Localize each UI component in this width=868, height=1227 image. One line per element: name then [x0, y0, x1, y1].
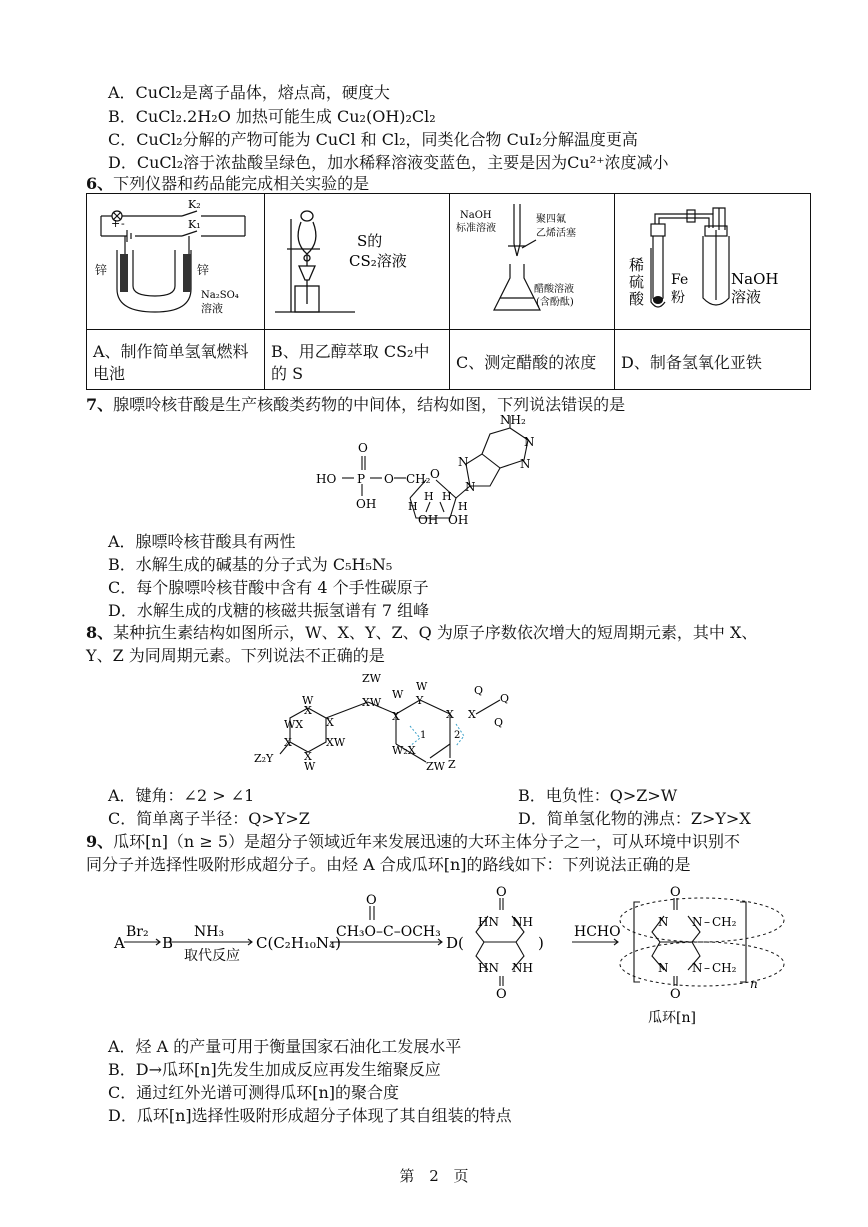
svg-text:锌: 锌 [197, 263, 210, 277]
svg-text:溶液: 溶液 [731, 288, 762, 306]
svg-text:O: O [366, 893, 377, 908]
svg-text:取代反应: 取代反应 [184, 948, 240, 964]
q6-caption-c: C、测定醋酸的浓度 [450, 330, 615, 390]
svg-text:H: H [408, 500, 418, 513]
svg-text:N: N [458, 455, 469, 469]
svg-text:OH: OH [418, 513, 439, 527]
q9-stem-line2: 同分子并选择性吸附形成超分子。由烃 A 合成瓜环[n]的路线如下：下列说法正确的是 [86, 855, 691, 874]
q8-option-d: D．简单氢化物的沸点：Z>Y>X [518, 809, 751, 828]
q5-option-d: D．CuCl₂溶于浓盐酸呈绿色，加水稀释溶液变蓝色，主要是因为Cu²⁺浓度减小 [108, 153, 669, 172]
svg-text:H: H [424, 490, 434, 503]
svg-text:HN: HN [478, 961, 499, 975]
svg-text:Z₂Y: Z₂Y [254, 752, 274, 765]
svg-text:NH: NH [512, 961, 533, 975]
svg-text:X: X [284, 736, 292, 749]
svg-text:K₂: K₂ [188, 198, 201, 211]
svg-text:N: N [692, 915, 703, 929]
svg-text:W: W [392, 688, 404, 701]
q8-option-b: B．电负性：Q>Z>W [518, 786, 678, 805]
svg-text:W: W [304, 760, 316, 773]
q5-option-c: C．CuCl₂分解的产物可能为 CuCl 和 Cl₂，同类化合物 CuI₂分解温度更高 [108, 130, 638, 149]
svg-text:S的: S的 [357, 232, 383, 250]
svg-text:NaOH: NaOH [731, 270, 779, 288]
q6-figure-d-cell [615, 194, 811, 330]
q6-experiment-table [86, 193, 811, 390]
svg-text:–: – [704, 915, 710, 929]
svg-text:N: N [524, 435, 535, 449]
svg-text:1: 1 [420, 730, 427, 741]
q6-caption-b: B、用乙醇萃取 CS₂中的 S [265, 330, 450, 390]
svg-text:O: O [358, 441, 368, 455]
titration-figure [450, 194, 615, 325]
svg-text:N: N [658, 961, 669, 975]
svg-text:W₂X: W₂X [392, 744, 416, 757]
q9-option-c: C．通过红外光谱可测得瓜环[n]的聚合度 [108, 1083, 400, 1102]
svg-text:NaOH: NaOH [460, 210, 492, 221]
q6-caption-a: A、制作简单氢氧燃料电池 [87, 330, 265, 390]
svg-text:N: N [465, 480, 476, 494]
svg-text:醋酸溶液: 醋酸溶液 [534, 284, 574, 295]
svg-text:X: X [392, 710, 400, 723]
svg-text:瓜环[n]: 瓜环[n] [648, 1010, 696, 1026]
svg-text:X: X [468, 708, 476, 721]
footer-prefix: 第 [399, 1167, 415, 1185]
svg-text:X: X [304, 750, 312, 763]
svg-text:NH₃: NH₃ [194, 924, 225, 940]
svg-text:A: A [114, 934, 125, 952]
svg-text:Fe: Fe [671, 272, 689, 288]
svg-text:X: X [326, 716, 334, 729]
svg-text:O: O [670, 987, 681, 1002]
svg-text:CH₃O–C–OCH₃: CH₃O–C–OCH₃ [336, 924, 441, 940]
q7-option-b: B．水解生成的碱基的分子式为 C₅H₅N₅ [108, 555, 393, 574]
svg-text:NH₂: NH₂ [500, 413, 526, 427]
svg-text:HN: HN [478, 915, 499, 929]
svg-text:Y: Y [416, 694, 424, 707]
q6-stem: 6、下列仪器和药品能完成相关实验的是 [86, 174, 370, 193]
svg-text:X: X [304, 704, 312, 717]
svg-text:锌: 锌 [95, 263, 108, 277]
svg-text:): ) [538, 934, 544, 952]
svg-text:O: O [670, 885, 681, 900]
q9-option-b: B．D→瓜环[n]先发生加成反应再发生缩聚反应 [108, 1060, 441, 1079]
svg-text:H: H [442, 490, 452, 503]
svg-text:D(: D( [446, 934, 464, 952]
svg-text:标准溶液: 标准溶液 [456, 223, 496, 234]
q5-option-b: B．CuCl₂.2H₂O 加热可能生成 Cu₂(OH)₂Cl₂ [108, 107, 436, 126]
fuel-cell-figure [87, 194, 265, 325]
q7-stem: 7、腺嘌呤核苷酸是生产核酸类药物的中间体，结构如图，下列说法错误的是 [86, 395, 626, 414]
svg-text:O: O [496, 885, 507, 900]
svg-text:+: + [111, 217, 121, 230]
svg-text:Br₂: Br₂ [126, 924, 149, 940]
svg-text:–: – [704, 961, 710, 975]
page-footer [0, 1165, 868, 1186]
svg-text:N: N [658, 915, 669, 929]
page-number: 2 [429, 1167, 439, 1185]
q8-option-c: C．简单离子半径：Q>Y>Z [108, 809, 310, 828]
svg-text:NH: NH [512, 915, 533, 929]
svg-text:K₁: K₁ [188, 218, 201, 231]
svg-text:-: - [121, 217, 125, 230]
footer-suffix: 页 [453, 1167, 469, 1185]
svg-text:O: O [496, 987, 507, 1002]
svg-text:Z: Z [448, 758, 456, 771]
svg-text:HO: HO [316, 472, 337, 486]
svg-text:ZW: ZW [362, 672, 381, 685]
svg-text:Q: Q [500, 692, 510, 705]
svg-text:O: O [384, 472, 394, 486]
svg-text:O: O [430, 467, 440, 481]
q8-antibiotic-structure [250, 666, 560, 788]
svg-text:C(C₂H₁₀N₄): C(C₂H₁₀N₄) [256, 934, 341, 952]
q9-option-d: D．瓜环[n]选择性吸附形成超分子体现了其自组装的特点 [108, 1106, 512, 1125]
svg-text:CH₂: CH₂ [406, 472, 431, 486]
svg-text:CH₂: CH₂ [712, 961, 737, 975]
svg-text:B: B [162, 934, 174, 952]
svg-text:CH₂: CH₂ [712, 915, 737, 929]
svg-text:Q: Q [474, 684, 484, 697]
svg-text:硫: 硫 [629, 273, 645, 291]
q7-option-d: D．水解生成的戊糖的核磁共振氢谱有 7 组峰 [108, 601, 430, 620]
svg-text:P: P [357, 472, 366, 486]
svg-text:W: W [302, 694, 314, 707]
svg-text:W: W [416, 680, 428, 693]
svg-text:Q: Q [494, 716, 504, 729]
q7-adenylic-acid-structure [310, 412, 540, 530]
svg-text:X: X [446, 708, 454, 721]
svg-text:CS₂溶液: CS₂溶液 [349, 252, 407, 270]
svg-text:WX: WX [284, 718, 304, 731]
svg-text:聚四氟: 聚四氟 [536, 214, 566, 225]
svg-text:Na₂SO₄: Na₂SO₄ [201, 290, 239, 301]
svg-text:(含酚酞): (含酚酞) [536, 297, 574, 308]
svg-text:乙烯活塞: 乙烯活塞 [536, 228, 576, 239]
q8-stem-line1: 8、某种抗生素结构如图所示，W、X、Y、Z、Q 为原子序数依次增大的短周期元素，其中 X、 [86, 623, 758, 642]
q6-figure-c-cell [450, 194, 615, 330]
q9-synthesis-route [112, 880, 792, 1030]
q7-option-c: C．每个腺嘌呤核苷酸中含有 4 个手性碳原子 [108, 578, 429, 597]
q5-option-a: A．CuCl₂是离子晶体，熔点高，硬度大 [108, 83, 390, 102]
svg-text:XW: XW [326, 736, 346, 749]
q9-stem-line1: 9、瓜环[n]（n ≥ 5）是超分子领域近年来发展迅速的大环主体分子之一，可从环境中识别不 [86, 832, 740, 851]
svg-text:OH: OH [356, 497, 377, 511]
svg-text:N: N [520, 457, 531, 471]
q6-figure-b-cell [265, 194, 450, 330]
separatory-funnel-figure [265, 194, 450, 325]
q7-option-a: A．腺嘌呤核苷酸具有两性 [108, 532, 296, 551]
svg-text:稀: 稀 [629, 256, 645, 274]
q6-figure-a-cell [87, 194, 265, 330]
svg-text:N: N [692, 961, 703, 975]
svg-text:OH: OH [448, 513, 469, 527]
svg-text:粉: 粉 [671, 290, 685, 306]
q8-option-a: A．键角：∠2 > ∠1 [108, 786, 255, 805]
svg-text:HCHO: HCHO [574, 924, 621, 940]
q8-stem-line2: Y、Z 为同周期元素。下列说法不正确的是 [86, 646, 385, 665]
q9-option-a: A．烃 A 的产量可用于衡量国家石油化工发展水平 [108, 1037, 462, 1056]
svg-text:溶液: 溶液 [201, 302, 223, 315]
svg-text:酸: 酸 [629, 290, 645, 308]
svg-text:XW: XW [362, 696, 382, 709]
svg-text:n: n [750, 977, 758, 991]
svg-text:H: H [458, 500, 468, 513]
q6-caption-d: D、制备氢氧化亚铁 [615, 330, 811, 390]
svg-text:ZW: ZW [426, 760, 445, 773]
svg-text:2: 2 [454, 730, 461, 741]
ferrous-hydroxide-figure [615, 194, 811, 325]
